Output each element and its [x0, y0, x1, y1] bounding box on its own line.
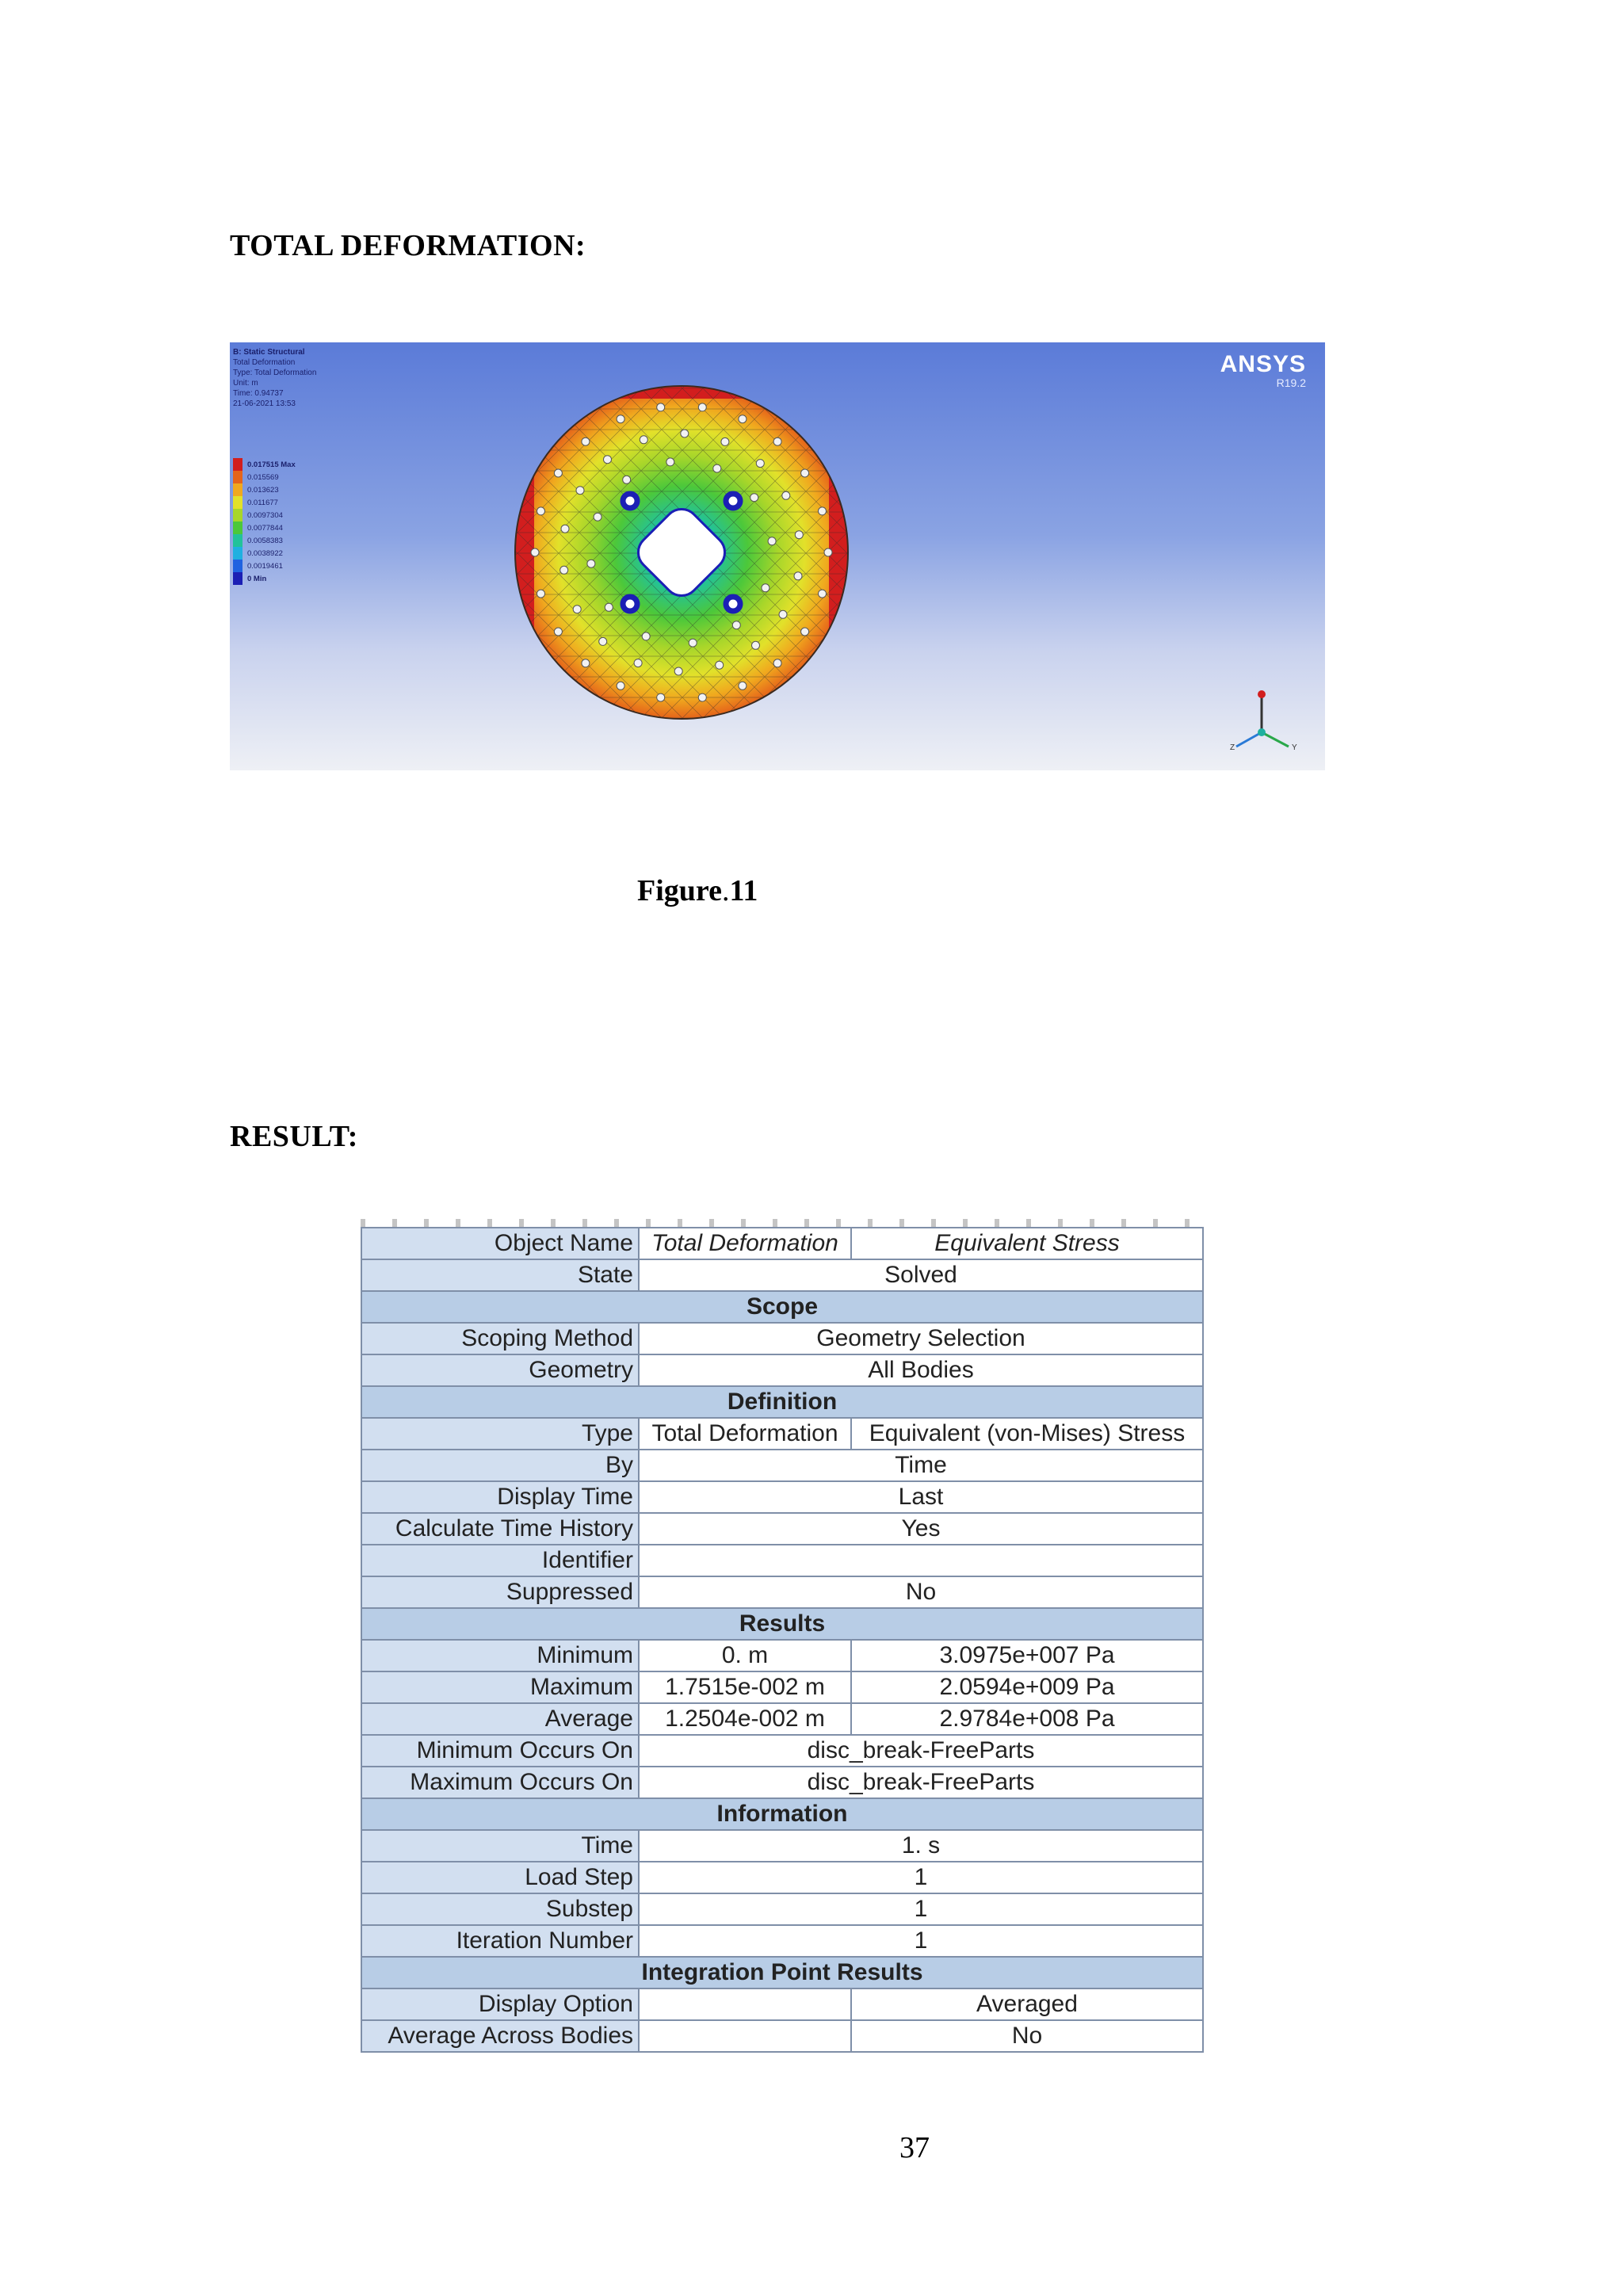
row-label: Suppressed — [361, 1576, 639, 1608]
table-row — [361, 1830, 1203, 1862]
vent-hole — [773, 659, 781, 667]
table-row — [361, 1513, 1203, 1545]
vent-hole — [642, 632, 650, 640]
caption-number: 11 — [729, 874, 758, 907]
cell-value: Yes — [639, 1513, 1203, 1545]
legend-label: 0.0038922 — [247, 548, 283, 558]
vent-hole — [674, 667, 682, 675]
row-label: Load Step — [361, 1862, 639, 1893]
legend-swatch — [233, 496, 242, 509]
vent-hole — [773, 437, 781, 445]
legend-label: 0.015569 — [247, 472, 279, 482]
legend-label: 0.0019461 — [247, 561, 283, 571]
legend-item — [233, 572, 296, 585]
cell-value: Solved — [639, 1259, 1203, 1291]
section-title: Definition — [361, 1386, 1203, 1418]
vent-hole — [594, 513, 601, 521]
legend-swatch — [233, 560, 242, 572]
bolt-hole — [726, 494, 740, 508]
vent-hole — [768, 537, 776, 545]
vent-hole — [698, 693, 706, 701]
table-row — [361, 1323, 1203, 1354]
table-row — [361, 1576, 1203, 1608]
vent-hole — [801, 469, 809, 477]
section-title: Results — [361, 1608, 1203, 1640]
legend-swatch — [233, 471, 242, 483]
vent-hole — [657, 403, 665, 411]
legend-swatch — [233, 521, 242, 534]
section-row — [361, 1291, 1203, 1323]
row-label: Time — [361, 1830, 639, 1862]
vent-hole — [634, 659, 642, 667]
table-row — [361, 1228, 1203, 1259]
figure-info-block — [233, 347, 316, 409]
vent-hole — [623, 476, 631, 483]
info-line: Type: Total Deformation — [233, 369, 317, 377]
section-row — [361, 1386, 1203, 1418]
bolt-hole — [726, 597, 740, 611]
row-label: State — [361, 1259, 639, 1291]
vent-hole — [756, 460, 764, 468]
legend-label: 0.0097304 — [247, 510, 283, 520]
info-line: B: Static Structural — [233, 348, 305, 357]
table-row — [361, 1640, 1203, 1671]
vent-hole — [604, 456, 612, 464]
vent-hole — [819, 590, 827, 598]
table-row — [361, 1450, 1203, 1481]
cell-value: Geometry Selection — [639, 1323, 1203, 1354]
info-line: 21-06-2021 13:53 — [233, 399, 296, 408]
vent-hole — [531, 548, 539, 556]
legend-label: 0.011677 — [247, 498, 278, 507]
row-label: Calculate Time History — [361, 1513, 639, 1545]
vent-hole — [721, 437, 729, 445]
triad-z-label: Z — [1230, 743, 1235, 752]
vent-hole — [561, 525, 569, 533]
cell-value: 1.2504e-002 m — [639, 1703, 851, 1735]
vent-hole — [716, 661, 724, 669]
section-row — [361, 1798, 1203, 1830]
cell-value: Equivalent (von-Mises) Stress — [851, 1418, 1203, 1450]
cell-value: Total Deformation — [639, 1228, 851, 1259]
caption-prefix: Figure — [637, 874, 722, 907]
vent-hole — [739, 415, 747, 423]
section-heading-result: RESULT: — [230, 1120, 358, 1153]
table-row — [361, 1259, 1203, 1291]
vent-hole — [752, 641, 760, 649]
bolt-hole — [623, 597, 637, 611]
vent-hole — [560, 566, 568, 574]
section-row — [361, 1957, 1203, 1988]
legend-item — [233, 560, 296, 572]
cell-value: 1.7515e-002 m — [639, 1671, 851, 1703]
row-label: Substep — [361, 1893, 639, 1925]
cell-value: All Bodies — [639, 1354, 1203, 1386]
legend-item — [233, 471, 296, 483]
table-row — [361, 1925, 1203, 1957]
info-line: Unit: m — [233, 379, 258, 388]
row-label: Type — [361, 1418, 639, 1450]
row-label: Display Time — [361, 1481, 639, 1513]
cell-value: disc_break-FreeParts — [639, 1735, 1203, 1767]
vent-hole — [537, 507, 545, 515]
vent-hole — [750, 494, 758, 502]
vent-hole — [824, 548, 832, 556]
ansys-logo-name: ANSYS — [1220, 351, 1306, 377]
vent-hole — [582, 437, 590, 445]
table-row — [361, 1767, 1203, 1798]
cell-value: 1. s — [639, 1830, 1203, 1862]
cell-value: Averaged — [851, 1988, 1203, 2020]
vent-hole — [554, 469, 562, 477]
legend-label: 0.0077844 — [247, 523, 283, 533]
vent-hole — [605, 603, 613, 611]
cell-value: Equivalent Stress — [851, 1228, 1203, 1259]
table-row — [361, 1703, 1203, 1735]
row-label: Maximum Occurs On — [361, 1767, 639, 1798]
legend-label: 0.013623 — [247, 485, 279, 495]
table-row — [361, 2020, 1203, 2052]
legend-label: 0.0058383 — [247, 536, 283, 545]
cell-value: 0. m — [639, 1640, 851, 1671]
row-label: By — [361, 1450, 639, 1481]
vent-hole — [698, 403, 706, 411]
coordinate-triad — [1222, 685, 1301, 756]
ansys-logo — [1220, 352, 1306, 388]
legend-swatch — [233, 458, 242, 471]
section-heading-total-deformation: TOTAL DEFORMATION: — [230, 229, 586, 262]
cell-value — [639, 1545, 1203, 1576]
section-title: Integration Point Results — [361, 1957, 1203, 1988]
triad-y-label: Y — [1292, 743, 1297, 752]
bolt-hole — [623, 494, 637, 508]
row-label: Maximum — [361, 1671, 639, 1703]
cell-value — [639, 1988, 851, 2020]
row-label: Scoping Method — [361, 1323, 639, 1354]
cell-value: 1 — [639, 1925, 1203, 1957]
table-row — [361, 1862, 1203, 1893]
row-label: Object Name — [361, 1228, 639, 1259]
cell-value: Last — [639, 1481, 1203, 1513]
info-line: Total Deformation — [233, 358, 296, 367]
cell-value: No — [851, 2020, 1203, 2052]
vent-hole — [819, 507, 827, 515]
table-row — [361, 1893, 1203, 1925]
legend-item — [233, 496, 296, 509]
table-row — [361, 1988, 1203, 2020]
vent-hole — [537, 590, 545, 598]
vent-hole — [587, 560, 595, 567]
cell-value — [639, 2020, 851, 2052]
brake-disc-contour-plot — [507, 378, 856, 727]
vent-hole — [657, 693, 665, 701]
vent-hole — [681, 430, 689, 437]
legend-swatch — [233, 572, 242, 585]
legend-item — [233, 458, 296, 471]
cell-value: 1 — [639, 1893, 1203, 1925]
legend-swatch — [233, 509, 242, 521]
row-label: Minimum Occurs On — [361, 1735, 639, 1767]
vent-hole — [599, 637, 607, 645]
vent-hole — [576, 487, 584, 495]
figure-caption — [637, 873, 758, 908]
vent-hole — [762, 584, 769, 592]
vent-hole — [739, 682, 747, 690]
legend-item — [233, 547, 296, 560]
cell-value: 2.0594e+009 Pa — [851, 1671, 1203, 1703]
table-row — [361, 1418, 1203, 1450]
row-label: Average — [361, 1703, 639, 1735]
cell-value: 2.9784e+008 Pa — [851, 1703, 1203, 1735]
legend-item — [233, 509, 296, 521]
vent-hole — [732, 621, 740, 629]
caption-dot: . — [721, 874, 730, 907]
vent-hole — [640, 436, 647, 444]
info-line: Time: 0.94737 — [233, 389, 284, 398]
vent-hole — [779, 610, 787, 618]
legend-swatch — [233, 534, 242, 547]
vent-hole — [617, 415, 624, 423]
vent-hole — [582, 659, 590, 667]
cell-value: 3.0975e+007 Pa — [851, 1640, 1203, 1671]
legend-item — [233, 521, 296, 534]
vent-hole — [573, 606, 581, 613]
legend-label: 0.017515 Max — [247, 460, 296, 469]
cropped-table-edge — [361, 1219, 1204, 1227]
page-number: 37 — [899, 2131, 930, 2164]
cell-value: No — [639, 1576, 1203, 1608]
ansys-logo-version: R19.2 — [1276, 376, 1306, 389]
row-label: Minimum — [361, 1640, 639, 1671]
legend-swatch — [233, 483, 242, 496]
result-properties-table — [361, 1227, 1204, 2053]
legend-label: 0 Min — [247, 574, 267, 583]
row-label: Display Option — [361, 1988, 639, 2020]
row-label: Average Across Bodies — [361, 2020, 639, 2052]
table-row — [361, 1481, 1203, 1513]
legend-swatch — [233, 547, 242, 560]
cell-value: Time — [639, 1450, 1203, 1481]
row-label: Iteration Number — [361, 1925, 639, 1957]
vent-hole — [666, 458, 674, 466]
section-row — [361, 1608, 1203, 1640]
cell-value: disc_break-FreeParts — [639, 1767, 1203, 1798]
color-legend — [233, 458, 296, 585]
table-row — [361, 1545, 1203, 1576]
vent-hole — [795, 531, 803, 539]
vent-hole — [689, 639, 697, 647]
vent-hole — [782, 491, 790, 499]
section-title: Information — [361, 1798, 1203, 1830]
cell-value: Total Deformation — [639, 1418, 851, 1450]
legend-item — [233, 534, 296, 547]
ansys-deformation-figure — [230, 342, 1325, 770]
section-title: Scope — [361, 1291, 1203, 1323]
vent-hole — [794, 572, 802, 580]
vent-hole — [801, 628, 809, 636]
table-row — [361, 1735, 1203, 1767]
vent-hole — [713, 464, 721, 472]
table-row — [361, 1354, 1203, 1386]
legend-item — [233, 483, 296, 496]
row-label: Identifier — [361, 1545, 639, 1576]
vent-hole — [617, 682, 624, 690]
vent-hole — [554, 628, 562, 636]
table-row — [361, 1671, 1203, 1703]
cell-value: 1 — [639, 1862, 1203, 1893]
row-label: Geometry — [361, 1354, 639, 1386]
